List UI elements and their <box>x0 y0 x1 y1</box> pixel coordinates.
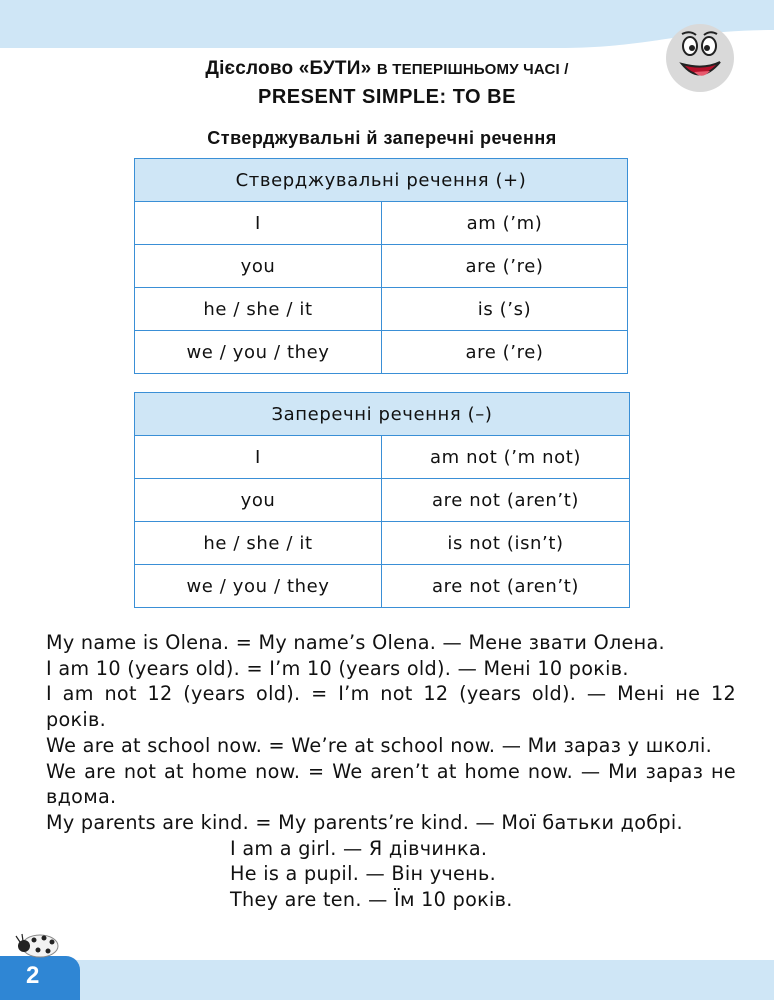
pronoun-cell: I <box>135 436 382 479</box>
pronoun-cell: he / she / it <box>135 288 382 331</box>
title-verb: БУТИ <box>309 58 361 79</box>
table-row <box>135 436 630 479</box>
verb-form-cell: is not (isn’t) <box>382 522 630 565</box>
pronoun-cell: we / you / they <box>135 565 382 608</box>
table-row <box>135 522 630 565</box>
table-row <box>135 565 630 608</box>
pronoun-cell: I <box>135 202 382 245</box>
short-example: They are ten. — Їм 10 років. <box>230 888 513 912</box>
verb-form-cell: are (’re) <box>382 245 628 288</box>
title-part1: Дієслово « <box>205 58 310 79</box>
verb-form-cell: am not (’m not) <box>382 436 630 479</box>
table-row <box>135 245 628 288</box>
title-small: В ТЕПЕРІШНЬОМУ ЧАСІ / <box>376 61 569 78</box>
example-sentences <box>46 630 736 913</box>
bottom-bar <box>0 960 774 1000</box>
pronoun-cell: you <box>135 479 382 522</box>
example-sentence: I am 10 (years old). = I’m 10 (years old). — Мені 10 років. <box>46 656 629 680</box>
example-sentence: I am not 12 (years old). = I’m not 12 (years old). — Мені не 12 років. <box>46 682 736 732</box>
pronoun-cell: we / you / they <box>135 331 382 374</box>
pronoun-cell: you <box>135 245 382 288</box>
example-sentence: We are at school now. = We’re at school now. — Ми зараз у школі. <box>46 733 713 757</box>
table-row <box>135 479 630 522</box>
affirmative-table <box>134 158 628 374</box>
verb-form-cell: are (’re) <box>382 331 628 374</box>
table-row <box>135 202 628 245</box>
example-sentence: We are not at home now. = We aren’t at home now. — Ми зараз не вдома. <box>46 759 736 809</box>
top-wave-decoration <box>0 0 774 60</box>
verb-form-cell: am (’m) <box>382 202 628 245</box>
page-title-english: PRESENT SIMPLE: TO BE <box>258 86 516 108</box>
verb-form-cell: is (’s) <box>382 288 628 331</box>
title-part2: » <box>360 58 377 79</box>
section-subtitle: Стверджувальні й заперечні речення <box>207 128 557 148</box>
ladybug-icon <box>14 924 62 960</box>
table-row <box>135 331 628 374</box>
short-example: He is a pupil. — Він учень. <box>230 862 496 886</box>
verb-form-cell: are not (aren’t) <box>382 565 630 608</box>
pronoun-cell: he / she / it <box>135 522 382 565</box>
negative-table-header: Заперечні речення (–) <box>135 393 630 436</box>
verb-form-cell: are not (aren’t) <box>382 479 630 522</box>
table-row <box>135 288 628 331</box>
page-number-tab <box>0 956 80 1000</box>
example-sentence: My parents are kind. = My parents’re kind. — Мої батьки добрі. <box>46 810 683 834</box>
affirmative-table-header: Стверджувальні речення (+) <box>135 159 628 202</box>
short-example: I am a girl. — Я дівчинка. <box>230 836 488 860</box>
negative-table <box>134 392 630 608</box>
example-sentence: My name is Olena. = My name’s Olena. — Мене звати Олена. <box>46 631 665 654</box>
page-title-ukrainian <box>0 58 774 80</box>
page-number: 2 <box>26 962 40 989</box>
